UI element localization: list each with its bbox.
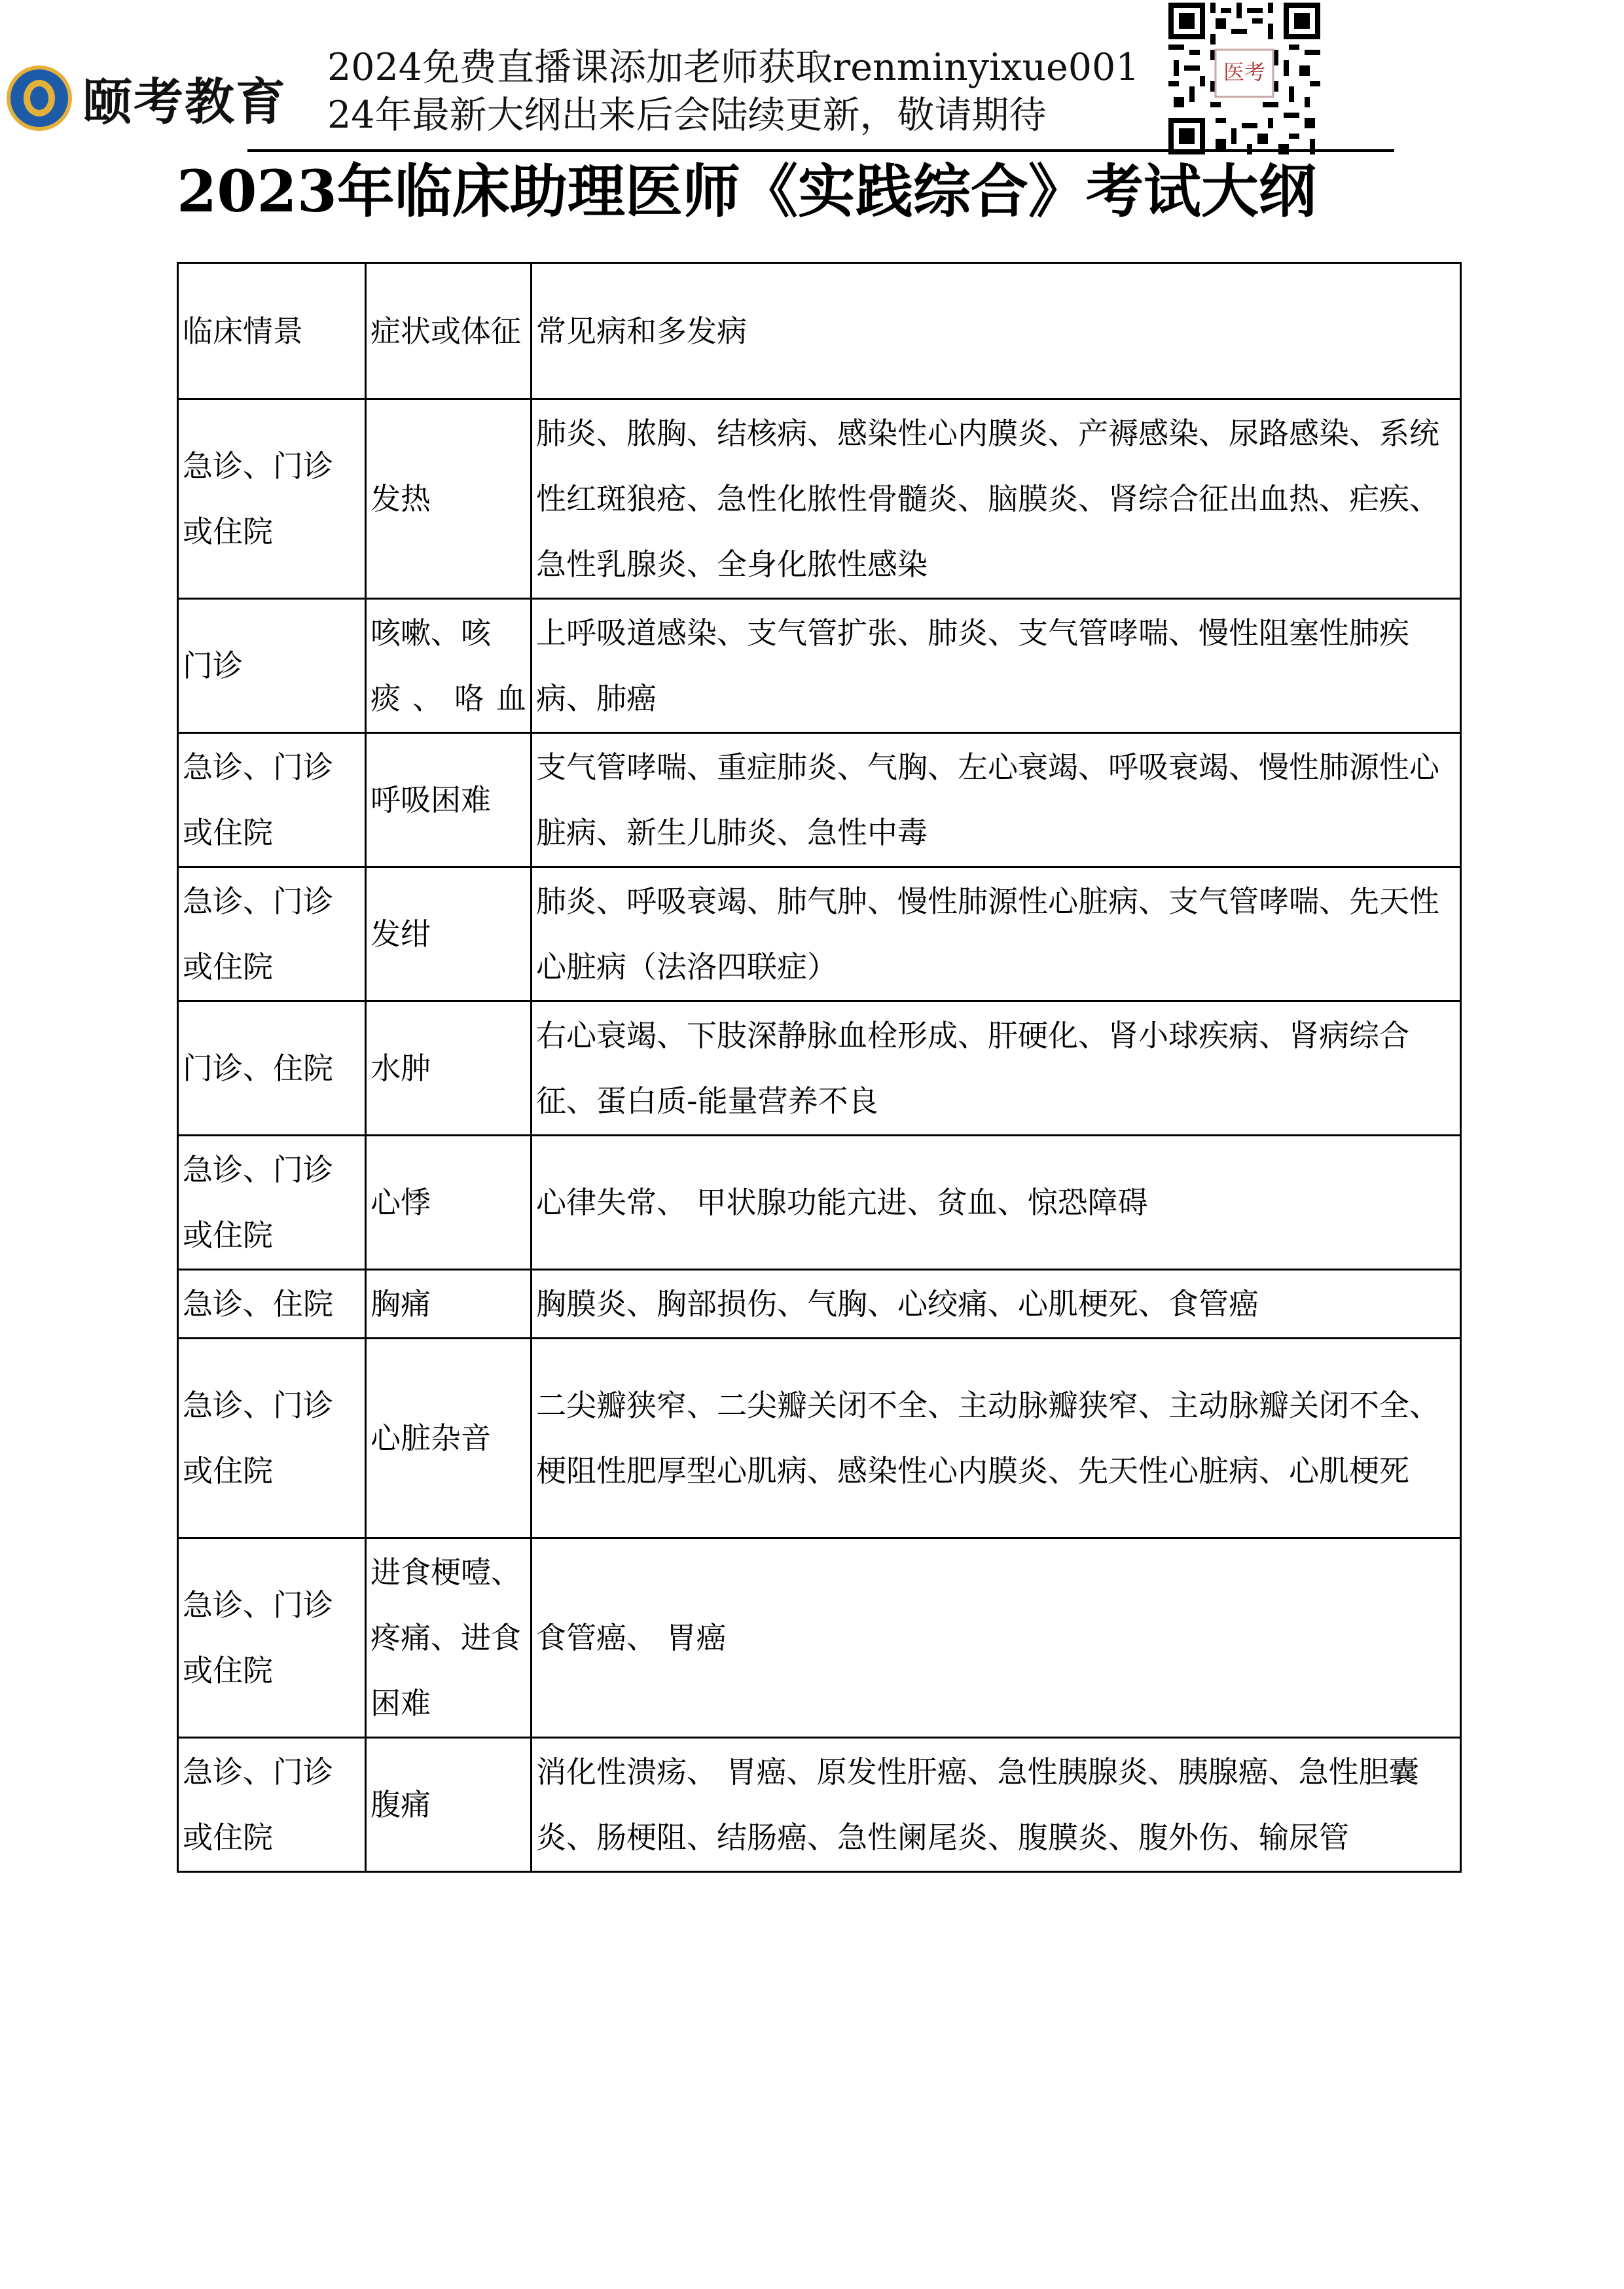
row-symptom: 腹痛 (366, 1738, 532, 1872)
table-header-row (178, 263, 1461, 399)
promo-line-1: 2024免费直播课添加老师获取renminyixue001 (327, 46, 1140, 89)
row-diseases: 消化性溃疡、 胃癌、原发性肝癌、急性胰腺炎、胰腺癌、急性胆囊炎、肠梗阻、结肠癌、急性阑尾炎、腹膜炎、腹外伤、输尿管 (532, 1738, 1461, 1872)
header-symptom: 症状或体征 (366, 263, 532, 399)
table-row (178, 1136, 1461, 1270)
row-diseases: 二尖瓣狭窄、二尖瓣关闭不全、主动脉瓣狭窄、主动脉瓣关闭不全、梗阻性肥厚型心肌病、感染性心内膜炎、先天性心脏病、心肌梗死 (532, 1339, 1461, 1538)
table-row (178, 733, 1461, 867)
header-diseases: 常见病和多发病 (532, 263, 1461, 399)
row-symptom: 咳嗽、咳痰、咯血 (366, 599, 532, 733)
qr-center-label: 医考 (1223, 59, 1266, 84)
header-divider (247, 149, 1394, 152)
row-symptom: 发绀 (366, 867, 532, 1001)
row-scene: 门诊、住院 (178, 1001, 366, 1136)
table-row (178, 1001, 1461, 1136)
row-diseases: 支气管哮喘、重症肺炎、气胸、左心衰竭、呼吸衰竭、慢性肺源性心脏病、新生儿肺炎、急性中毒 (532, 733, 1461, 867)
row-symptom: 进食梗噎、疼痛、进食困难 (366, 1538, 532, 1738)
row-scene: 门诊 (178, 599, 366, 733)
row-diseases: 肺炎、呼吸衰竭、肺气肿、慢性肺源性心脏病、支气管哮喘、先天性心脏病（法洛四联症） (532, 867, 1461, 1001)
row-symptom: 心脏杂音 (366, 1339, 532, 1538)
row-symptom: 发热 (366, 399, 532, 599)
table-row (178, 867, 1461, 1001)
row-scene: 急诊、门诊或住院 (178, 867, 366, 1001)
row-scene: 急诊、门诊或住院 (178, 399, 366, 599)
table-row (178, 1339, 1461, 1538)
qr-code-icon (1168, 3, 1320, 154)
row-symptom: 呼吸困难 (366, 733, 532, 867)
table-row (178, 399, 1461, 599)
row-diseases: 上呼吸道感染、支气管扩张、肺炎、支气管哮喘、慢性阻塞性肺疾病、肺癌 (532, 599, 1461, 733)
row-diseases: 食管癌、 胃癌 (532, 1538, 1461, 1738)
table-row (178, 599, 1461, 733)
table-row (178, 1738, 1461, 1872)
row-scene: 急诊、门诊或住院 (178, 1738, 366, 1872)
row-symptom: 胸痛 (366, 1270, 532, 1339)
row-symptom: 水肿 (366, 1001, 532, 1136)
row-diseases: 肺炎、脓胸、结核病、感染性心内膜炎、产褥感染、尿路感染、系统性红斑狼疮、急性化脓性骨髓炎、脑膜炎、肾综合征出血热、疟疾、急性乳腺炎、全身化脓性感染 (532, 399, 1461, 599)
row-scene: 急诊、住院 (178, 1270, 366, 1339)
row-scene: 急诊、门诊或住院 (178, 733, 366, 867)
syllabus-table (177, 262, 1462, 1873)
brand-emblem-icon (7, 65, 72, 131)
row-diseases: 胸膜炎、胸部损伤、气胸、心绞痛、心肌梗死、食管癌 (532, 1270, 1461, 1339)
brand-name: 颐考教育 (82, 73, 287, 131)
row-scene: 急诊、门诊或住院 (178, 1136, 366, 1270)
table-row (178, 1270, 1461, 1339)
row-scene: 急诊、门诊或住院 (178, 1339, 366, 1538)
page-header (0, 0, 1624, 157)
document-title: 2023年临床助理医师《实践综合》考试大纲 (177, 157, 1316, 225)
row-scene: 急诊、门诊或住院 (178, 1538, 366, 1738)
row-symptom: 心悸 (366, 1136, 532, 1270)
table-row (178, 1538, 1461, 1738)
row-diseases: 心律失常、 甲状腺功能亢进、贫血、惊恐障碍 (532, 1136, 1461, 1270)
brand-logo (7, 62, 287, 134)
promo-line-2: 24年最新大纲出来后会陆续更新，敬请期待 (327, 94, 1047, 137)
header-scene: 临床情景 (178, 263, 366, 399)
row-diseases: 右心衰竭、下肢深静脉血栓形成、肝硬化、肾小球疾病、肾病综合征、蛋白质-能量营养不良 (532, 1001, 1461, 1136)
